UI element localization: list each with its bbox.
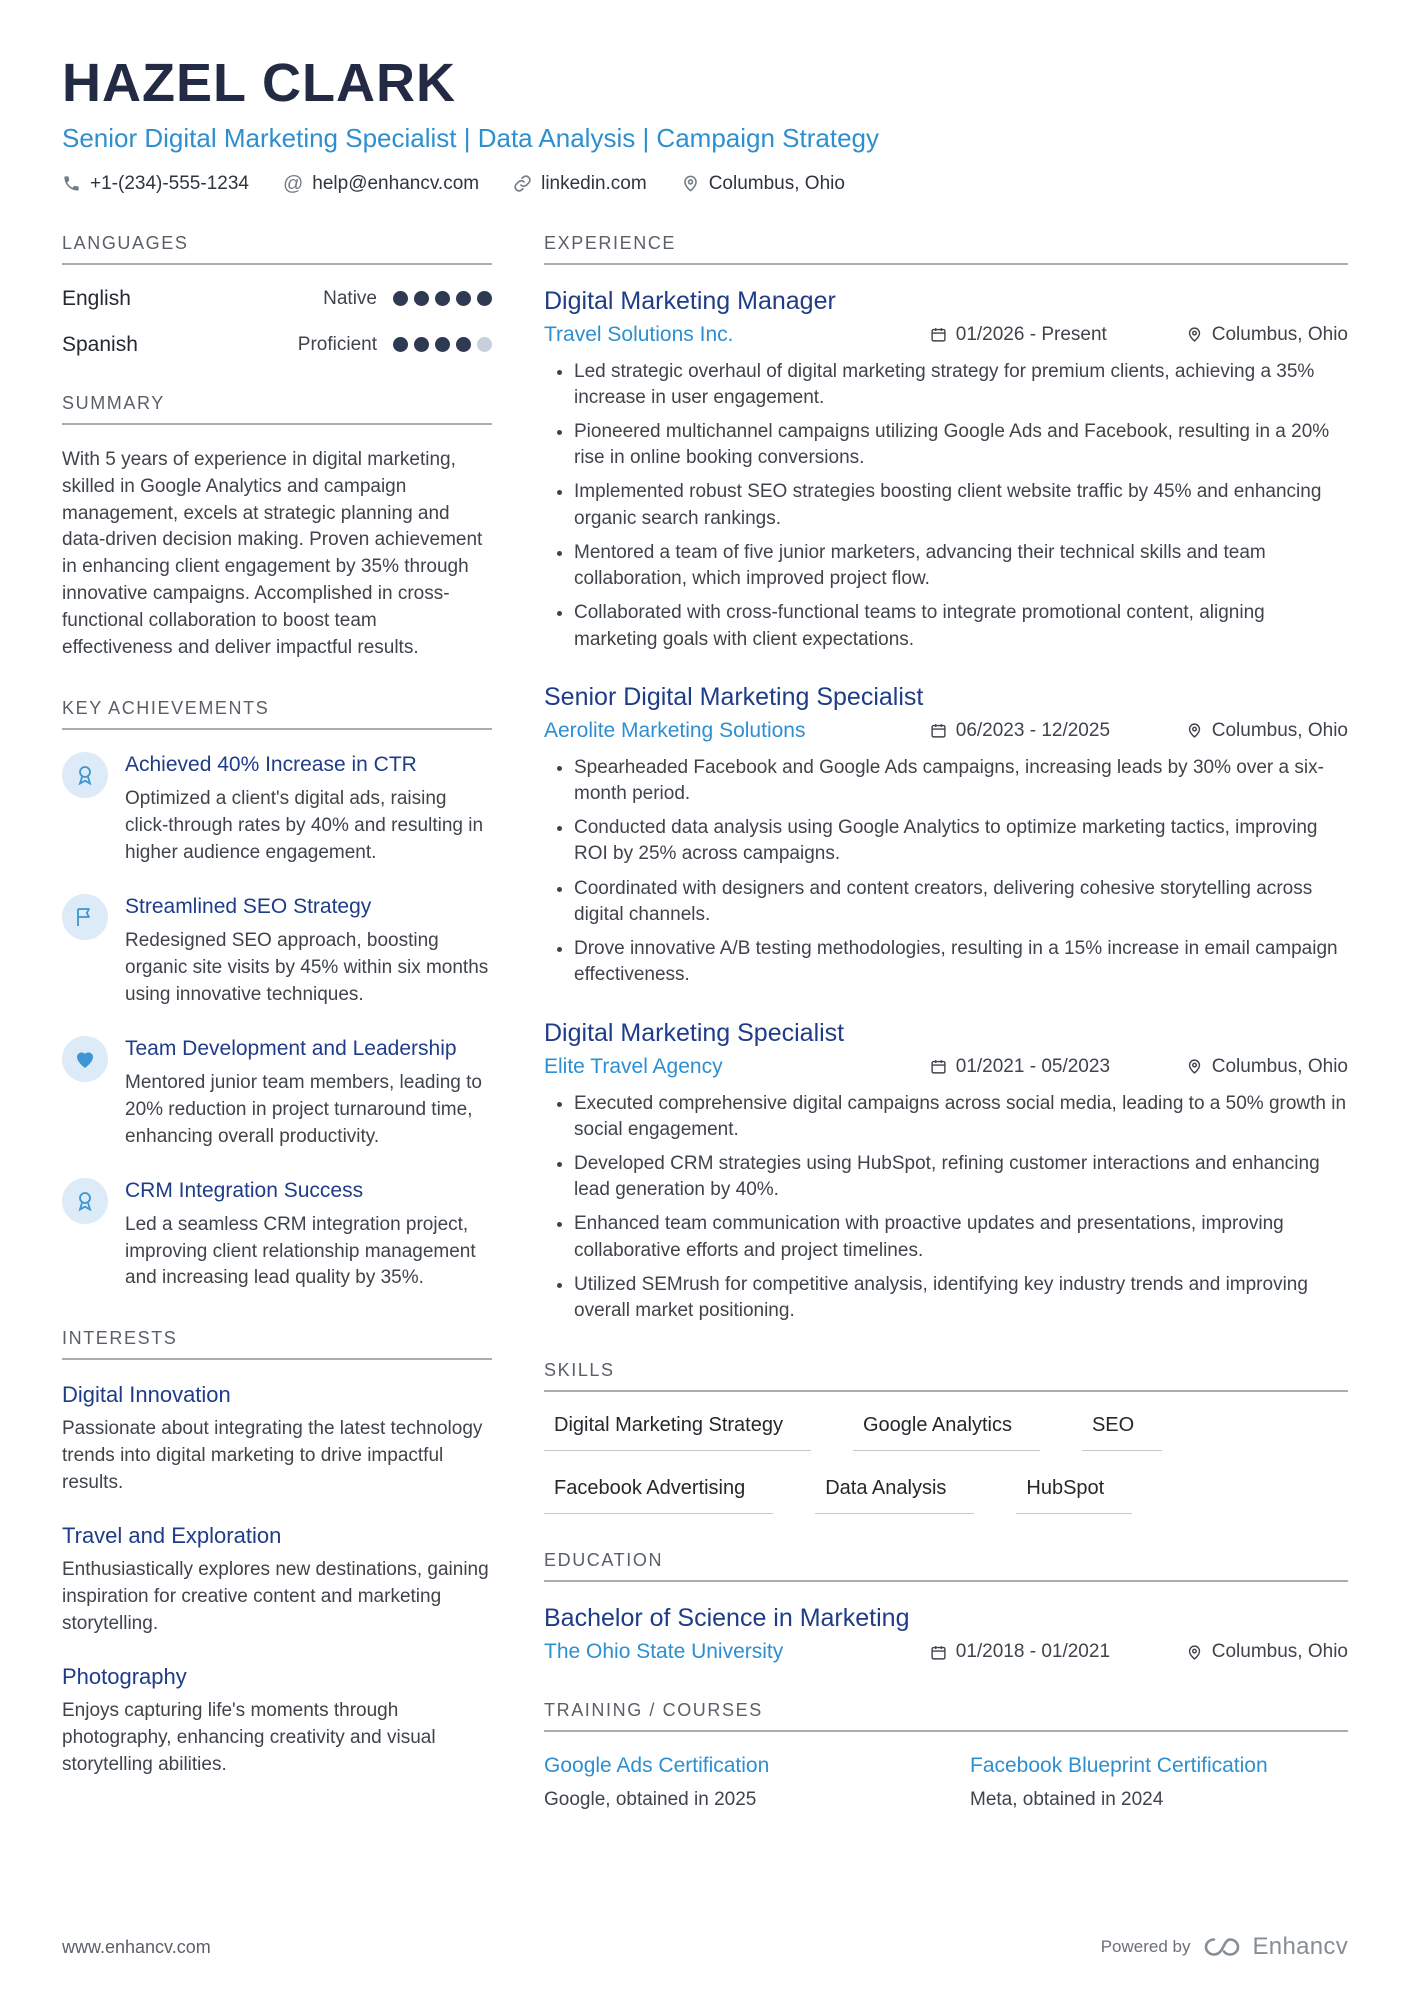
section-training <box>544 1700 1348 1814</box>
footer-website-link[interactable]: www.enhancv.com <box>62 1936 211 1957</box>
achievement-item <box>62 1178 492 1293</box>
job-meta <box>544 719 1348 743</box>
contact-location <box>681 173 845 195</box>
achievement-text: Optimized a client's digital ads, raising click-through rates by 40% and resulting in higher audience engagement. <box>125 788 484 864</box>
job-dates-text: 01/2021 - 05/2023 <box>955 1055 1111 1077</box>
training-grid <box>544 1754 1348 1814</box>
contact-website[interactable] <box>513 173 647 195</box>
contact-email[interactable] <box>283 173 479 195</box>
language-level: Native <box>323 287 377 309</box>
job-dates <box>930 324 1186 346</box>
experience-heading: EXPERIENCE <box>544 233 1348 265</box>
education-dates <box>930 1641 1186 1663</box>
education-location <box>1186 1641 1348 1663</box>
achievement-title: Team Development and Leadership <box>125 1036 457 1060</box>
course-item <box>544 1754 922 1814</box>
job-bullets <box>544 755 1348 989</box>
interest-item <box>62 1523 492 1638</box>
calendar-icon <box>930 1644 947 1661</box>
interests-heading: INTERESTS <box>62 1328 492 1360</box>
interest-text: Enthusiastically explores new destinations, gaining inspiration for creative content and marketing storytelling. <box>62 1559 489 1635</box>
location-pin-icon <box>1186 1058 1203 1075</box>
heart-icon <box>62 1036 108 1082</box>
education-meta <box>544 1640 1348 1664</box>
achievement-body <box>125 752 492 867</box>
proficiency-dot-filled <box>456 337 471 352</box>
job-location-text: Columbus, Ohio <box>1211 719 1348 741</box>
medal-icon <box>62 752 108 798</box>
education-dates-text: 01/2018 - 01/2021 <box>955 1641 1111 1663</box>
job-company: Travel Solutions Inc. <box>544 322 734 346</box>
job-bullet: • Enhanced team communication with proactive updates and presentations, improving collaborative efforts and project timelines. <box>574 1211 1348 1263</box>
powered-by <box>1101 1933 1348 1961</box>
achievement-text: Mentored junior team members, leading to 20% reduction in project turnaround time, enhancing overall productivity. <box>125 1071 482 1147</box>
summary-heading: SUMMARY <box>62 393 492 425</box>
education-location-text: Columbus, Ohio <box>1211 1641 1348 1663</box>
skill-tag: Google Analytics <box>853 1414 1040 1451</box>
job-bullet: • Drove innovative A/B testing methodologies, resulting in a 15% increase in email campaign effectiveness. <box>574 936 1348 988</box>
job-bullet: • Pioneered multichannel campaigns utilizing Google Ads and Facebook, resulting in a 20% rise in online booking conversions. <box>574 419 1348 471</box>
job-location <box>1186 1056 1348 1078</box>
skill-tag: SEO <box>1082 1414 1162 1451</box>
interest-title: Digital Innovation <box>62 1382 231 1408</box>
course-title: Google Ads Certification <box>544 1754 770 1778</box>
achievement-title: Achieved 40% Increase in CTR <box>125 753 417 777</box>
powered-by-label: Powered by <box>1100 1937 1191 1956</box>
job-bullet: • Mentored a team of five junior marketers, advancing their technical skills and team collaboration, which improved project flow. <box>574 540 1348 592</box>
contact-website-text: linkedin.com <box>541 172 647 194</box>
job-location-text: Columbus, Ohio <box>1211 1055 1348 1077</box>
languages-heading: LANGUAGES <box>62 233 492 265</box>
proficiency-dot-filled <box>393 291 408 306</box>
job-company: Aerolite Marketing Solutions <box>544 718 806 742</box>
achievement-text: Redesigned SEO approach, boosting organic site visits by 45% within six months using innovative techniques. <box>125 929 489 1005</box>
skills-row <box>544 1477 1348 1514</box>
section-interests <box>62 1328 492 1779</box>
job-bullet: • Utilized SEMrush for competitive analysis, identifying key industry trends and improving overall market positioning. <box>574 1272 1348 1324</box>
skill-tag: Facebook Advertising <box>544 1477 773 1514</box>
education-school: The Ohio State University <box>544 1640 784 1664</box>
candidate-name: HAZEL CLARK <box>62 53 456 113</box>
language-proficiency-dots <box>393 291 492 306</box>
right-column <box>544 233 1348 1851</box>
proficiency-dot-filled <box>435 337 450 352</box>
skills-row <box>544 1414 1348 1451</box>
achievement-title: CRM Integration Success <box>125 1178 364 1202</box>
language-name: Spanish <box>62 332 138 356</box>
proficiency-dot-empty <box>477 337 492 352</box>
phone-icon <box>62 174 81 193</box>
course-detail: Meta, obtained in 2024 <box>970 1789 1164 1811</box>
language-row <box>62 287 492 311</box>
interest-item <box>62 1664 492 1779</box>
header <box>62 54 1348 195</box>
achievement-item <box>62 752 492 867</box>
section-key-achievements <box>62 698 492 1292</box>
job-dates <box>930 1056 1186 1078</box>
language-row <box>62 333 492 357</box>
language-level: Proficient <box>297 333 377 355</box>
link-icon <box>513 174 532 193</box>
interest-item <box>62 1382 492 1497</box>
interest-text: Enjoys capturing life's moments through photography, enhancing creativity and visual storytelling abilities. <box>62 1700 436 1776</box>
calendar-icon <box>930 326 947 343</box>
job-bullet: • Conducted data analysis using Google Analytics to optimize marketing tactics, improving ROI by 25% across campaigns. <box>574 815 1348 867</box>
proficiency-dot-filled <box>393 337 408 352</box>
contact-phone[interactable] <box>62 173 249 195</box>
job-meta <box>544 323 1348 347</box>
proficiency-dot-filled <box>414 291 429 306</box>
section-skills <box>544 1360 1348 1514</box>
job-bullet: • Coordinated with designers and content creators, delivering cohesive storytelling across digital channels. <box>574 876 1348 928</box>
location-pin-icon <box>1186 1644 1203 1661</box>
job-bullet: • Implemented robust SEO strategies boosting client website traffic by 45% and enhancing organic search rankings. <box>574 479 1348 531</box>
calendar-icon <box>930 722 947 739</box>
proficiency-dot-filled <box>435 291 450 306</box>
achievement-title: Streamlined SEO Strategy <box>125 895 372 919</box>
achievement-body <box>125 1178 492 1293</box>
course-title: Facebook Blueprint Certification <box>970 1754 1268 1778</box>
footer <box>62 1933 1348 1961</box>
achievement-body <box>125 1036 492 1151</box>
job-bullets <box>544 1091 1348 1325</box>
achievement-item <box>62 894 492 1009</box>
job-location <box>1186 720 1348 742</box>
job-title: Digital Marketing Specialist <box>544 1018 845 1047</box>
job-entry <box>544 287 1348 653</box>
achievement-item <box>62 1036 492 1151</box>
course-item <box>970 1754 1348 1814</box>
skill-tag: Digital Marketing Strategy <box>544 1414 811 1451</box>
contact-location-text: Columbus, Ohio <box>708 172 845 194</box>
education-heading: EDUCATION <box>544 1550 1348 1582</box>
left-column <box>62 233 492 1851</box>
achievement-body <box>125 894 492 1009</box>
job-entry <box>544 683 1348 989</box>
job-company: Elite Travel Agency <box>544 1054 723 1078</box>
job-bullet: • Executed comprehensive digital campaigns across social media, leading to a 50% growth in social engagement. <box>574 1091 1348 1143</box>
course-detail: Google, obtained in 2025 <box>544 1789 757 1811</box>
job-title: Senior Digital Marketing Specialist <box>544 682 924 711</box>
job-title: Digital Marketing Manager <box>544 286 836 315</box>
enhancv-infinity-logo-icon <box>1203 1936 1241 1958</box>
job-location-text: Columbus, Ohio <box>1211 323 1348 345</box>
proficiency-dot-filled <box>477 291 492 306</box>
language-proficiency-dots <box>393 337 492 352</box>
location-pin-icon <box>1186 326 1203 343</box>
achievement-text: Led a seamless CRM integration project, improving client relationship management and increasing lead quality by 35%. <box>125 1213 476 1289</box>
flag-icon <box>62 894 108 940</box>
interest-title: Travel and Exploration <box>62 1523 282 1549</box>
section-education <box>544 1550 1348 1664</box>
job-meta <box>544 1055 1348 1079</box>
interest-title: Photography <box>62 1664 187 1690</box>
enhancv-brand-name: Enhancv <box>1252 1933 1348 1960</box>
job-bullet: • Spearheaded Facebook and Google Ads campaigns, increasing leads by 30% over a six-month period. <box>574 755 1348 807</box>
job-bullet: • Developed CRM strategies using HubSpot, refining customer interactions and enhancing lead generation by 40%. <box>574 1151 1348 1203</box>
skill-tag: Data Analysis <box>815 1477 974 1514</box>
proficiency-dot-filled <box>414 337 429 352</box>
contact-row <box>62 173 1348 195</box>
summary-text: With 5 years of experience in digital marketing, skilled in Google Analytics and campaign management, excels at strategic planning and data-driven decision making. Proven achievement in enhancing client engagement by 35% through innovative campaigns. Accomplished in cross-functional collaboration to boost team effectiveness and deliver impactful results. <box>62 448 483 659</box>
key-achievements-heading: KEY ACHIEVEMENTS <box>62 698 492 730</box>
proficiency-dot-filled <box>456 291 471 306</box>
calendar-icon <box>930 1058 947 1075</box>
job-location <box>1186 324 1348 346</box>
training-heading: TRAINING / COURSES <box>544 1700 1348 1732</box>
contact-email-text: help@enhancv.com <box>312 172 480 194</box>
skill-tag: HubSpot <box>1016 1477 1132 1514</box>
section-languages <box>62 233 492 357</box>
job-dates-text: 01/2026 - Present <box>955 323 1107 345</box>
at-icon: @ <box>282 172 304 195</box>
section-experience <box>544 233 1348 1325</box>
medal-icon <box>62 1178 108 1224</box>
job-bullet: • Collaborated with cross-functional teams to integrate promotional content, aligning marketing goals with client expectations. <box>574 600 1348 652</box>
location-pin-icon <box>681 174 700 193</box>
contact-phone-text: +1-(234)-555-1234 <box>90 172 249 194</box>
job-dates <box>930 720 1186 742</box>
candidate-headline: Senior Digital Marketing Specialist | Data Analysis | Campaign Strategy <box>62 123 879 154</box>
language-name: English <box>62 286 131 310</box>
job-dates-text: 06/2023 - 12/2025 <box>955 719 1111 741</box>
education-degree: Bachelor of Science in Marketing <box>544 1604 910 1633</box>
section-summary <box>62 393 492 663</box>
location-pin-icon <box>1186 722 1203 739</box>
job-bullet: • Led strategic overhaul of digital marketing strategy for premium clients, achieving a 35% increase in user engagement. <box>574 359 1348 411</box>
job-entry <box>544 1019 1348 1325</box>
job-bullets <box>544 359 1348 653</box>
interest-text: Passionate about integrating the latest technology trends into digital marketing to drive impactful results. <box>62 1418 483 1494</box>
skills-heading: SKILLS <box>544 1360 1348 1392</box>
